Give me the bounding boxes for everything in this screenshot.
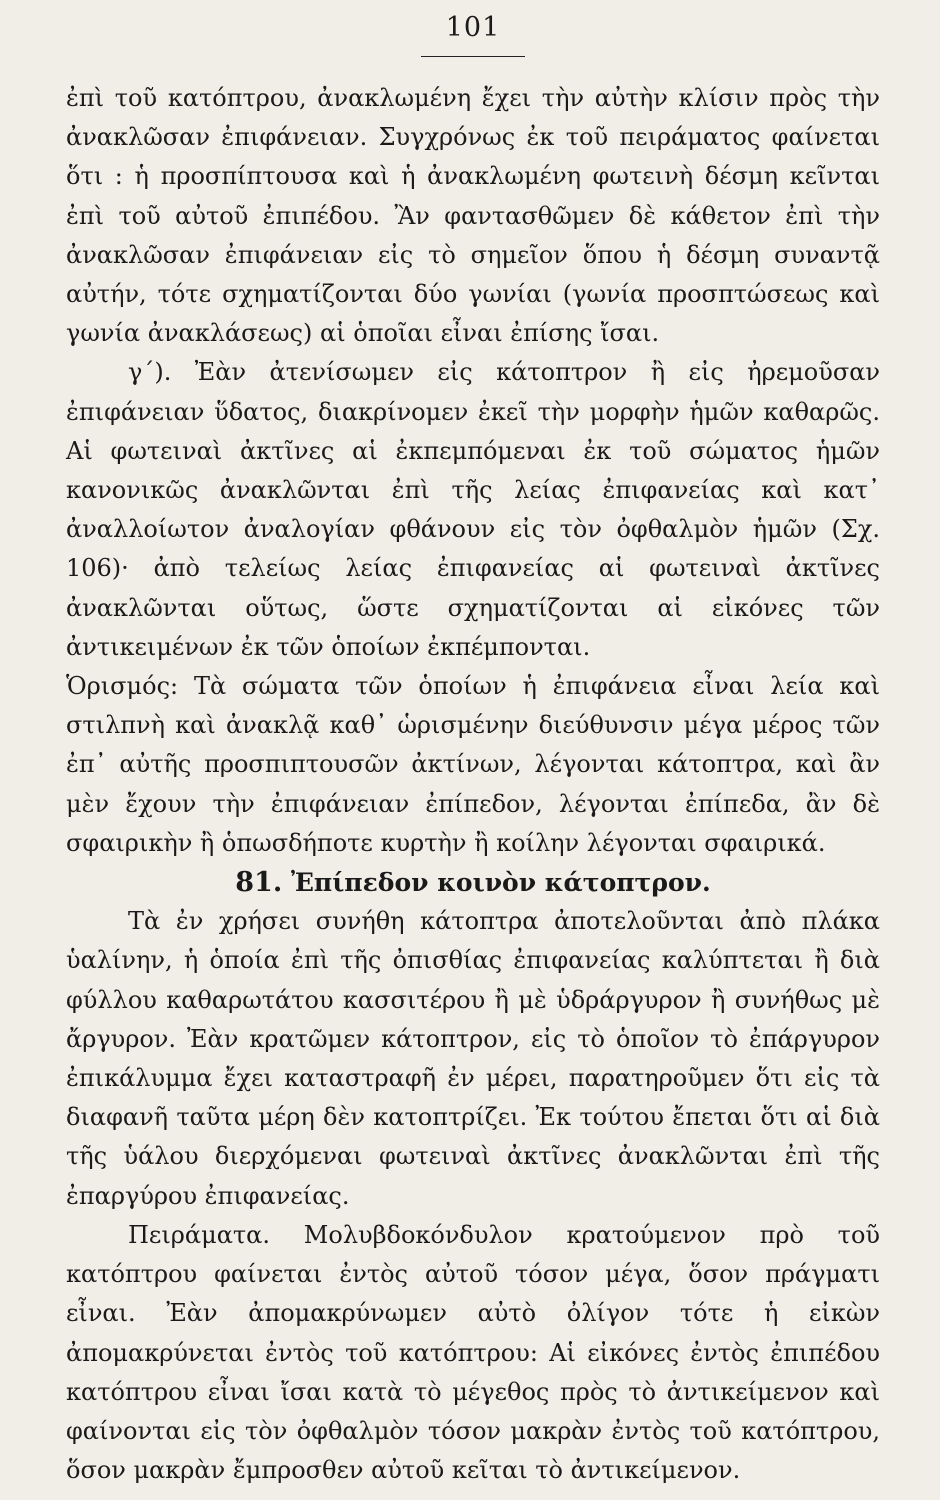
body-text [66, 79, 880, 1490]
section-title: Ἐπίπεδον κοινὸν κάτοπτρον. [290, 868, 711, 898]
paragraph: γ΄). Ἐὰν ἀτενίσωμεν εἰς κάτοπτρον ἢ εἰς ἠρεμοῦσαν ἐπιφάνειαν ὕδατος, διακρίνομεν ἐκεῖ τὴν μορφὴν ἡμῶν καθαρῶς. Αἱ φωτειναὶ ἀκτῖνες αἱ ἐκπεμπόμεναι ἐκ τοῦ σώματος ἡμῶν κανονικῶς ἀνακλῶνται ἐπὶ τῆς λείας ἐπιφανείας καὶ κατ᾽ ἀναλλοίωτον ἀναλογίαν φθάνουν εἰς τὸν ὀφθαλμὸν ἡμῶν (Σχ. 106)· ἀπὸ τελείως λείας ἐπιφανείας αἱ φωτειναὶ ἀκτῖνες ἀνακλῶνται οὕτως, ὥστε σχηματίζονται αἱ εἰκόνες τῶν ἀντικειμένων ἐκ τῶν ὁποίων ἐκπέμπονται. [66, 358, 880, 661]
experiments-paragraph: Πειράματα. Μολυβδοκόνδυλον κρατούμενον πρὸ τοῦ κατόπτρου φαίνεται ἐντὸς αὐτοῦ τόσον μέγα, ὅσον πράγματι εἶναι. Ἐὰν ἀπομακρύνωμεν αὐτὸ ὀλίγον τότε ἡ εἰκὼν ἀπομακρύνεται ἐντὸς τοῦ κατόπτρου: Αἱ εἰκόνες ἐντὸς ἐπιπέδου κατόπτρου εἶναι ἴσαι κατὰ τὸ μέγεθος πρὸς τὸ ἀντικείμενον καὶ φαίνονται εἰς τὸν ὀφθαλμὸν τόσον μακρὰν ἐντὸς τοῦ κατόπτρου, ὅσον μακρὰν ἔμπροσθεν αὐτοῦ κεῖται τὸ ἀντικείμενον. [66, 1220, 880, 1485]
paragraph: Τὰ ἐν χρήσει συνήθη κάτοπτρα ἀποτελοῦνται ἀπὸ πλάκα ὑαλίνην, ἡ ὁποία ἐπὶ τῆς ὀπισθίας ἐπιφανείας καλύπτεται ἢ διὰ φύλλου καθαρωτάτου κασσιτέρου ἢ μὲ ὑδράργυρον ἢ συνήθως μὲ ἄργυρον. Ἐὰν κρατῶμεν κάτοπτρον, εἰς τὸ ὁποῖον τὸ ἐπάργυρον ἐπικάλυμμα ἔχει καταστραφῆ ἐν μέρει, παρατηροῦμεν ὅτι εἰς τὰ διαφανῆ ταῦτα μέρη δὲν κατοπτρίζει. Ἐκ τούτου ἔπεται ὅτι αἱ διὰ τῆς ὑάλου διερχόμεναι φωτειναὶ ἀκτῖνες ἀνακλῶνται ἐπὶ τῆς ἐπαργύρου ἐπιφανείας. [66, 907, 880, 1210]
page-number: 101 [445, 12, 501, 43]
paragraph: ἐπὶ τοῦ κατόπτρου, ἀνακλωμένη ἔχει τὴν αὐτὴν κλίσιν πρὸς τὴν ἀνακλῶσαν ἐπιφάνειαν. Συγχρόνως ἐκ τοῦ πειράματος φαίνεται ὅτι : ἡ προσπίπτουσα καὶ ἡ ἀνακλωμένη φωτεινὴ δέσμη κεῖνται ἐπὶ τοῦ αὐτοῦ ἐπιπέδου. Ἂν φαντασθῶμεν δὲ κάθετον ἐπὶ τὴν ἀνακλῶσαν ἐπιφάνειαν εἰς τὸ σημεῖον ὅπου ἡ δέσμη συναντᾷ αὐτήν, τότε σχηματίζονται δύο γωνίαι (γωνία προσπτώσεως καὶ γωνία ἀνακλάσεως) αἱ ὁποῖαι εἶναι ἐπίσης ἴσαι. [66, 84, 880, 348]
definition-paragraph: Ὁρισμός: Τὰ σώματα τῶν ὁποίων ἡ ἐπιφάνεια εἶναι λεία καὶ στιλπνὴ καὶ ἀνακλᾷ καθ᾽ ὡρισμένην διεύθυνσιν μέγα μέρος τῶν ἐπ᾽ αὐτῆς προσπιπτουσῶν ἀκτίνων, λέγονται κάτοπτρα, καὶ ἂν μὲν ἔχουν τὴν ἐπιφάνειαν ἐπίπεδον, λέγονται ἐπίπεδα, ἂν δὲ σφαιρικὴν ἢ ὁπωσδήποτε κυρτὴν ἢ κοίλην λέγονται σφαιρικά. [66, 672, 880, 857]
section-heading [66, 863, 880, 902]
section-number: 81. [235, 867, 283, 899]
header-rule [421, 56, 525, 57]
